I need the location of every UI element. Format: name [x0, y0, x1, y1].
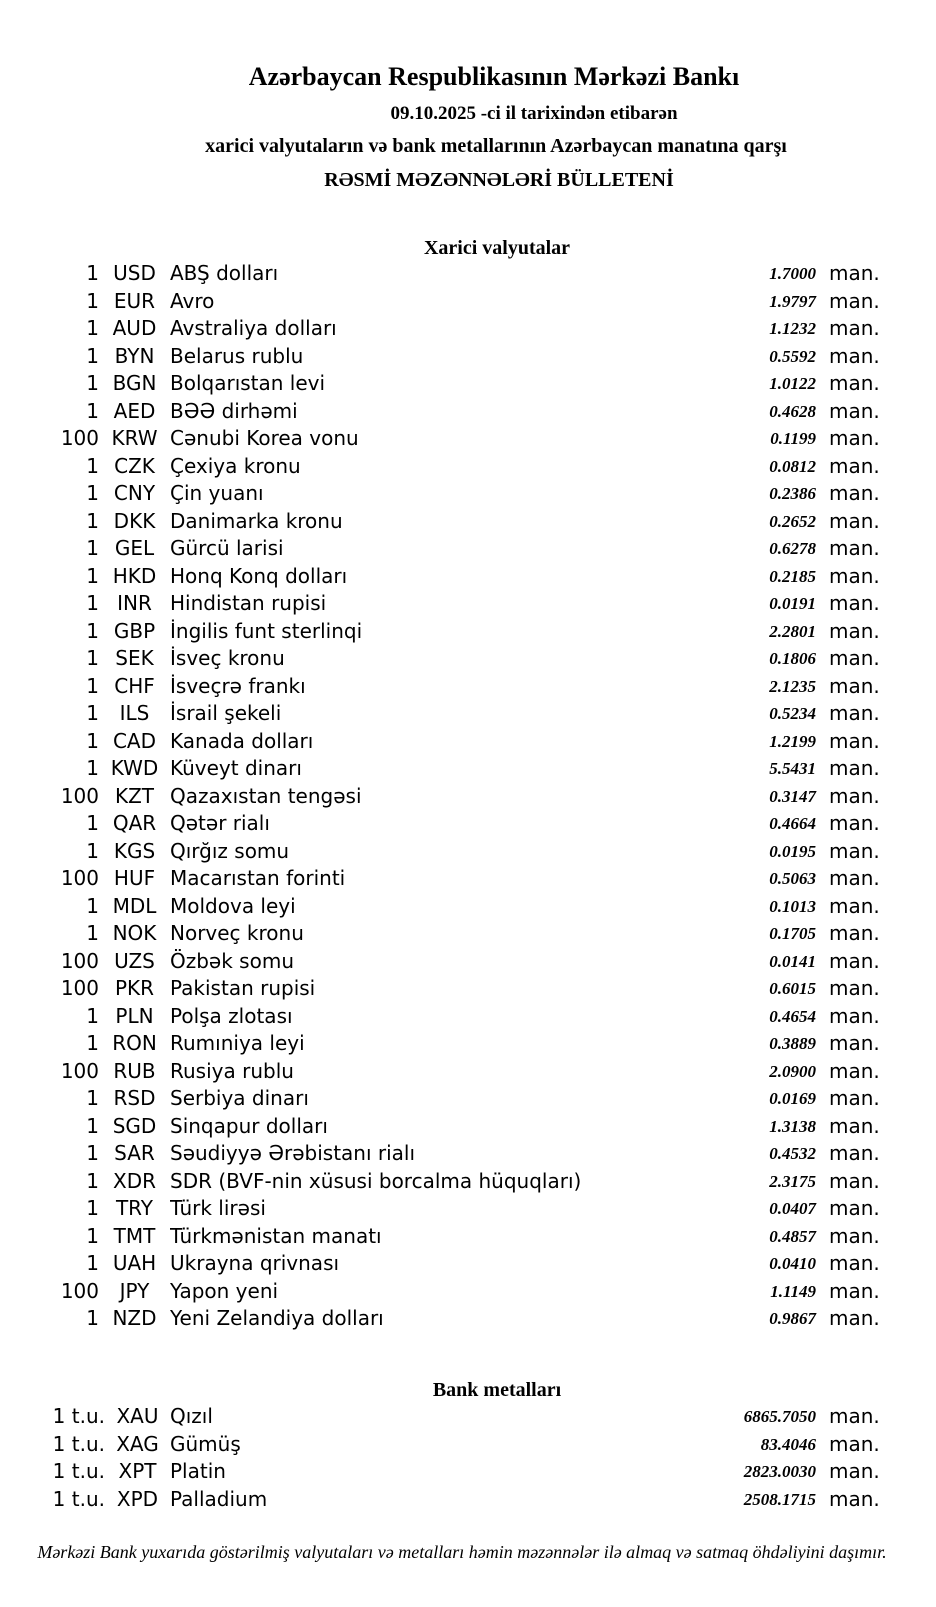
currency-code: EUR [113, 288, 156, 313]
metal-row [0, 1431, 936, 1459]
rate-unit: man. [829, 1113, 880, 1138]
currency-quantity: 1 [86, 893, 99, 918]
currency-rate: 0.1705 [769, 924, 816, 943]
currency-row [0, 563, 936, 591]
currency-quantity: 1 [86, 728, 99, 753]
effective-date: 09.10.2025 -ci il tarixindən etibarən [390, 103, 678, 124]
currency-name: İsveçrə frankı [170, 673, 306, 698]
currency-code: ILS [119, 701, 150, 725]
metal-code: XPD [116, 1486, 159, 1511]
currency-quantity: 100 [60, 426, 99, 450]
currency-rate: 2.3175 [769, 1171, 816, 1191]
currency-code: BYN [114, 343, 155, 368]
rate-unit: man. [829, 1251, 880, 1275]
currency-code: MDL [112, 893, 157, 918]
currency-name: Avro [170, 288, 215, 313]
currency-code: XDR [113, 1168, 156, 1193]
currency-row [0, 700, 936, 728]
currency-quantity: 1 [86, 1086, 99, 1110]
currency-row [0, 1195, 936, 1223]
currency-rate: 0.1806 [769, 649, 816, 668]
rate-unit: man. [829, 783, 880, 808]
currency-name: Danimarka kronu [170, 508, 343, 533]
currency-quantity: 1 [86, 536, 99, 560]
currency-name: Cənubi Korea vonu [170, 426, 359, 450]
currency-name: Səudiyyə Ərəbistanı rialı [170, 1141, 416, 1165]
currency-name: ABŞ dolları [170, 261, 279, 285]
currency-code: CAD [112, 728, 157, 753]
rate-unit: man. [829, 618, 880, 643]
currency-name: Küveyt dinarı [170, 756, 302, 780]
currency-code: CZK [114, 453, 155, 478]
currency-quantity: 1 [86, 288, 99, 313]
currency-rate: 1.3138 [769, 1116, 816, 1136]
currency-rate: 1.2199 [769, 731, 816, 751]
currency-code: RON [112, 1031, 157, 1055]
fx-section-title: Xarici valyutalar [423, 237, 571, 259]
currency-code: UZS [114, 948, 155, 973]
currency-row [0, 343, 936, 371]
rate-unit: man. [829, 921, 880, 945]
currency-name: Serbiya dinarı [170, 1086, 309, 1110]
rate-unit: man. [829, 536, 880, 560]
currency-name: BƏƏ dirhəmi [170, 398, 298, 423]
rate-unit: man. [829, 646, 880, 670]
metal-name: Gümüş [170, 1431, 241, 1456]
currency-code: AED [113, 398, 156, 423]
currency-row [0, 673, 936, 701]
currency-rate: 0.4664 [769, 814, 816, 833]
currency-rate: 2.1235 [769, 676, 816, 696]
currency-name: Avstraliya dolları [170, 316, 337, 340]
currency-code: RUB [113, 1058, 156, 1083]
currency-rate: 0.5592 [769, 346, 816, 366]
currency-name: İsveç kronu [170, 646, 285, 670]
rate-unit: man. [829, 1223, 880, 1248]
currency-row [0, 1030, 936, 1058]
currency-name: Çexiya kronu [170, 453, 301, 478]
currency-row [0, 535, 936, 563]
metal-code: XPT [118, 1459, 157, 1483]
rate-unit: man. [829, 1278, 880, 1303]
currency-quantity: 1 [86, 1003, 99, 1028]
currency-code: KWD [110, 756, 159, 780]
currency-quantity: 1 [86, 261, 99, 285]
rate-unit: man. [829, 1168, 880, 1193]
currency-name: Türkmənistan manatı [170, 1223, 382, 1248]
currency-rate: 0.4654 [769, 1006, 816, 1026]
currency-quantity: 100 [60, 976, 99, 1000]
currency-rate: 1.0122 [769, 374, 816, 393]
rate-unit: man. [829, 1086, 880, 1110]
currency-quantity: 1 [86, 1306, 99, 1330]
currency-name: Ukrayna qrivnası [170, 1251, 340, 1275]
rate-unit: man. [829, 371, 880, 395]
rate-unit: man. [829, 1486, 880, 1511]
rate-unit: man. [829, 1003, 880, 1028]
rate-unit: man. [829, 728, 880, 753]
currency-name: Özbək somu [170, 948, 294, 973]
rate-unit: man. [829, 343, 880, 368]
currency-row [0, 1168, 936, 1196]
rate-unit: man. [829, 976, 880, 1000]
rate-unit: man. [829, 1141, 880, 1165]
rate-unit: man. [829, 453, 880, 478]
metal-rate: 2823.0030 [743, 1462, 816, 1481]
currency-rate: 1.1149 [770, 1281, 816, 1301]
currency-quantity: 100 [60, 1278, 99, 1303]
rate-unit: man. [829, 673, 880, 698]
currency-rate: 1.1232 [769, 319, 816, 338]
currency-quantity: 1 [86, 646, 99, 670]
currency-name: Qırğız somu [170, 838, 290, 863]
currency-code: HUF [113, 866, 156, 890]
currency-code: CNY [113, 481, 156, 505]
currency-quantity: 1 [86, 701, 99, 725]
currency-name: Rumıniya leyi [170, 1031, 305, 1055]
currency-code: UAH [112, 1251, 157, 1275]
currency-rate: 2.0900 [769, 1061, 816, 1081]
currency-row [0, 618, 936, 646]
currency-rate: 0.6015 [769, 979, 816, 998]
currency-rate: 0.0410 [769, 1254, 816, 1273]
currency-code: SEK [115, 646, 154, 670]
currency-rate: 0.1199 [770, 429, 816, 448]
currency-quantity: 1 [86, 1141, 99, 1165]
metal-row [0, 1486, 936, 1514]
currency-code: KRW [111, 426, 158, 450]
rate-unit: man. [829, 701, 880, 725]
currency-quantity: 1 [86, 1113, 99, 1138]
currency-name: Macarıstan forinti [170, 866, 346, 890]
metal-rate: 2508.1715 [743, 1489, 816, 1509]
metal-rate: 6865.7050 [743, 1407, 816, 1426]
currency-code: NZD [112, 1306, 157, 1330]
currency-name: Honq Konq dolları [170, 563, 348, 588]
currency-name: Kanada dolları [170, 728, 314, 753]
currency-name: İngilis funt sterlinqi [170, 618, 363, 643]
rate-unit: man. [829, 948, 880, 973]
rate-unit: man. [829, 508, 880, 533]
rate-unit: man. [829, 811, 880, 835]
currency-row [0, 1085, 936, 1113]
currency-row [0, 288, 936, 316]
rate-unit: man. [829, 316, 880, 340]
bulletin-title: RƏSMİ MƏZƏNNƏLƏRİ BÜLLETENİ [324, 169, 674, 191]
currency-name: Sinqapur dolları [170, 1113, 328, 1138]
currency-rate: 0.4628 [769, 401, 816, 421]
currency-rate: 0.4857 [769, 1226, 816, 1246]
currency-rate: 2.2801 [769, 621, 816, 641]
currency-rate: 0.0169 [769, 1089, 816, 1108]
currency-row [0, 260, 936, 288]
currency-name: Moldova leyi [170, 893, 296, 918]
fx-rate-table [0, 260, 936, 1333]
currency-name: Qazaxıstan tengəsi [170, 783, 362, 808]
currency-rate: 0.5063 [769, 869, 816, 888]
currency-row [0, 1003, 936, 1031]
currency-code: INR [117, 591, 152, 615]
metal-quantity: 1 t.u. [52, 1486, 105, 1511]
currency-row [0, 1305, 936, 1333]
currency-row [0, 948, 936, 976]
metal-quantity: 1 t.u. [52, 1431, 105, 1456]
currency-rate: 0.9867 [769, 1309, 816, 1328]
currency-row [0, 590, 936, 618]
currency-row [0, 508, 936, 536]
rate-unit: man. [829, 1031, 880, 1055]
currency-code: JPY [119, 1278, 150, 1303]
currency-code: SGD [112, 1113, 157, 1138]
currency-name: Belarus rublu [170, 343, 304, 368]
currency-name: Yapon yeni [170, 1278, 279, 1303]
currency-code: AUD [112, 316, 157, 340]
currency-quantity: 1 [86, 1031, 99, 1055]
currency-rate: 1.9797 [769, 291, 816, 311]
currency-rate: 0.0407 [769, 1199, 816, 1218]
currency-quantity: 100 [60, 1058, 99, 1083]
currency-name: Hindistan rupisi [170, 591, 327, 615]
currency-rate: 0.5234 [769, 704, 816, 723]
rate-unit: man. [829, 261, 880, 285]
currency-row [0, 1140, 936, 1168]
currency-name: Bolqarıstan levi [170, 371, 326, 395]
currency-code: PKR [114, 976, 155, 1000]
currency-row [0, 645, 936, 673]
currency-rate: 0.1013 [769, 896, 816, 916]
currency-rate: 0.3147 [769, 786, 816, 806]
currency-row [0, 783, 936, 811]
currency-row [0, 865, 936, 893]
metal-name: Qızıl [170, 1404, 213, 1428]
currency-code: BGN [112, 371, 157, 395]
currency-row [0, 1113, 936, 1141]
metal-name: Palladium [170, 1486, 268, 1511]
currency-quantity: 100 [60, 783, 99, 808]
metal-name: Platin [170, 1459, 226, 1483]
currency-row [0, 315, 936, 343]
currency-quantity: 1 [86, 1223, 99, 1248]
currency-quantity: 1 [86, 1196, 99, 1220]
currency-code: GBP [113, 618, 156, 643]
currency-code: HKD [112, 563, 157, 588]
rate-unit: man. [829, 591, 880, 615]
currency-row [0, 755, 936, 783]
currency-code: KZT [114, 783, 155, 808]
currency-rate: 0.0812 [769, 456, 816, 476]
currency-name: Gürcü larisi [170, 536, 284, 560]
rate-unit: man. [829, 1431, 880, 1456]
currency-quantity: 1 [86, 453, 99, 478]
currency-row [0, 893, 936, 921]
currency-rate: 0.0191 [769, 594, 816, 613]
currency-rate: 0.2185 [769, 566, 816, 586]
currency-quantity: 1 [86, 316, 99, 340]
currency-quantity: 1 [86, 398, 99, 423]
currency-name: Polşa zlotası [170, 1003, 293, 1028]
currency-rate: 5.5431 [769, 759, 816, 778]
metals-section-title: Bank metalları [432, 1379, 562, 1401]
rate-unit: man. [829, 756, 880, 780]
currency-quantity: 1 [86, 618, 99, 643]
currency-row [0, 975, 936, 1003]
currency-code: GEL [114, 536, 155, 560]
currency-row [0, 398, 936, 426]
metals-rate-table [0, 1403, 936, 1513]
document-subtitle: xarici valyutaların və bank metallarının Azərbaycan manatına qarşı [205, 135, 787, 157]
currency-row [0, 370, 936, 398]
currency-rate: 1.7000 [769, 264, 816, 283]
rate-unit: man. [829, 398, 880, 423]
currency-row [0, 1278, 936, 1306]
currency-code: DKK [113, 508, 156, 533]
currency-quantity: 1 [86, 921, 99, 945]
currency-name: Yeni Zelandiya dolları [170, 1306, 384, 1330]
currency-rate: 0.0141 [769, 951, 816, 971]
currency-code: USD [113, 261, 156, 285]
currency-rate: 0.4532 [769, 1144, 816, 1163]
currency-code: CHF [114, 673, 155, 698]
currency-code: TMT [113, 1223, 156, 1248]
currency-row [0, 480, 936, 508]
metal-row [0, 1458, 936, 1486]
currency-row [0, 1058, 936, 1086]
currency-quantity: 1 [86, 371, 99, 395]
rate-unit: man. [829, 893, 880, 918]
rate-unit: man. [829, 866, 880, 890]
currency-code: TRY [115, 1196, 154, 1220]
currency-row [0, 728, 936, 756]
currency-quantity: 1 [86, 563, 99, 588]
rate-unit: man. [829, 481, 880, 505]
currency-rate: 0.2652 [769, 511, 816, 531]
rate-unit: man. [829, 1058, 880, 1083]
currency-row [0, 810, 936, 838]
metal-rate: 83.4046 [760, 1434, 816, 1454]
currency-code: PLN [115, 1003, 154, 1028]
currency-code: SAR [114, 1141, 155, 1165]
currency-name: Türk lirəsi [170, 1196, 266, 1220]
currency-rate: 0.0195 [769, 841, 816, 861]
currency-rate: 0.2386 [769, 484, 816, 503]
currency-name: Rusiya rublu [170, 1058, 294, 1083]
rate-unit: man. [829, 563, 880, 588]
rate-unit: man. [829, 288, 880, 313]
currency-name: İsrail şekeli [170, 701, 282, 725]
currency-row [0, 453, 936, 481]
currency-quantity: 1 [86, 591, 99, 615]
currency-rate: 0.3889 [769, 1034, 816, 1053]
rate-unit: man. [829, 426, 880, 450]
currency-name: SDR (BVF-nin xüsusi borcalma hüquqları) [170, 1168, 582, 1193]
currency-quantity: 100 [60, 866, 99, 890]
bank-title: Azərbaycan Respublikasının Mərkəzi Bankı [248, 62, 740, 91]
currency-name: Qətər rialı [170, 811, 270, 835]
currency-name: Norveç kronu [170, 921, 304, 945]
currency-row [0, 920, 936, 948]
currency-code: KGS [113, 838, 156, 863]
currency-row [0, 1250, 936, 1278]
currency-quantity: 1 [86, 673, 99, 698]
currency-code: QAR [112, 811, 157, 835]
currency-quantity: 1 [86, 811, 99, 835]
currency-quantity: 100 [60, 948, 99, 973]
rate-unit: man. [829, 1196, 880, 1220]
currency-quantity: 1 [86, 343, 99, 368]
currency-quantity: 1 [86, 1168, 99, 1193]
rate-unit: man. [829, 1306, 880, 1330]
rate-unit: man. [829, 838, 880, 863]
currency-name: Pakistan rupisi [170, 976, 316, 1000]
metal-row [0, 1403, 936, 1431]
currency-quantity: 1 [86, 756, 99, 780]
metal-quantity: 1 t.u. [52, 1404, 105, 1428]
metal-code: XAG [116, 1431, 159, 1456]
currency-row [0, 838, 936, 866]
currency-name: Çin yuanı [170, 481, 264, 505]
currency-row [0, 1223, 936, 1251]
rate-unit: man. [829, 1404, 880, 1428]
disclaimer-text: Mərkəzi Bank yuxarıda göstərilmiş valyutaları və metalları həmin məzənnələr ilə almaq və satmaq öhdəliyini daşımır. [37, 1542, 887, 1562]
metal-quantity: 1 t.u. [52, 1459, 105, 1483]
currency-quantity: 1 [86, 508, 99, 533]
currency-quantity: 1 [86, 481, 99, 505]
rate-unit: man. [829, 1459, 880, 1483]
currency-quantity: 1 [86, 1251, 99, 1275]
currency-quantity: 1 [86, 838, 99, 863]
currency-code: RSD [113, 1086, 156, 1110]
currency-rate: 0.6278 [769, 539, 816, 558]
metal-code: XAU [116, 1404, 159, 1428]
currency-code: NOK [112, 921, 157, 945]
currency-row [0, 425, 936, 453]
